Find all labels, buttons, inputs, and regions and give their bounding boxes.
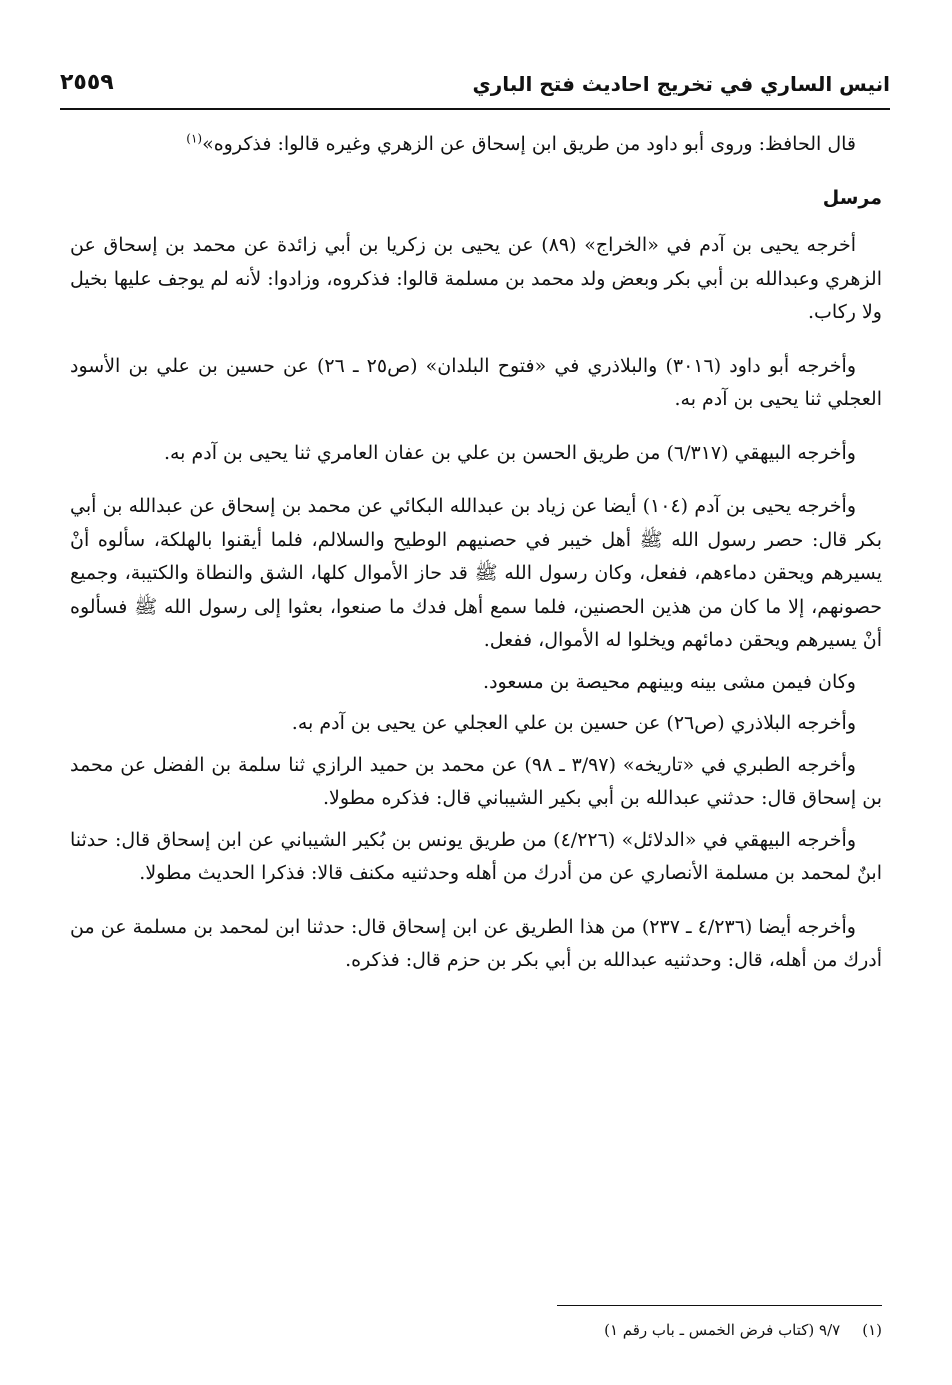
- footnote-reference: (١): [186, 131, 203, 146]
- paragraph-bayhaqi: وأخرجه البيهقي (٦/٣١٧) من طريق الحسن بن علي بن عفان العامري ثنا يحيى بن آدم به.: [163, 441, 856, 464]
- section-heading: مرسل: [822, 186, 882, 209]
- paragraph-muhayyisa: وكان فيمن مشى بينه وبينهم محيصة بن مسعود.: [483, 670, 856, 693]
- paragraph-abu-dawud: وأخرجه أبو داود (٣٠١٦) والبلاذري في «فتوح البلدان» (ص٢٥ ـ ٢٦) عن حسين بن علي بن الأسود العجلي ثنا يحيى بن آدم به.: [70, 354, 882, 410]
- paragraph-baladhuri: وأخرجه البلاذري (ص٢٦) عن حسين بن علي العجلي عن يحيى بن آدم به.: [291, 712, 856, 734]
- main-text: [70, 128, 882, 998]
- paragraph-text: قال الحافظ: وروى أبو داود من طريق ابن إسحاق عن الزهري وغيره قالوا: فذكروه»: [202, 133, 856, 155]
- paragraph-yahya-kharaj: أخرجه يحيى بن آدم في «الخراج» (٨٩) عن يحيى بن زكريا بن أبي زائدة عن محمد بن إسحاق عن الزهري وعبدالله بن أبي بكر وبعض ولد محمد بن مسلمة قالوا: فذكروه، وزادوا: لأنه لم يوجف عليها بخيل ولا ركاب.: [70, 234, 882, 323]
- footnote: [420, 1318, 882, 1342]
- footnote-divider: [557, 1305, 882, 1306]
- footnote-text: ٩/٧ (كتاب فرض الخمس ـ باب رقم ١): [604, 1321, 841, 1339]
- paragraph-hafiz-quote: [70, 128, 882, 162]
- paragraph-tabari: وأخرجه الطبري في «تاريخه» (٣/٩٧ ـ ٩٨) عن محمد بن حميد الرازي ثنا سلمة بن الفضل عن محمد بن إسحاق قال: حدثني عبدالله بن أبي بكير الشيباني قال: فذكره مطولا.: [70, 753, 882, 809]
- running-title: انيس الساري في تخريج احاديث فتح الباري: [472, 72, 890, 96]
- footnote-number: (١): [862, 1321, 882, 1339]
- paragraph-yahya-104: وأخرجه يحيى بن آدم (١٠٤) أيضا عن زياد بن عبدالله البكائي عن محمد بن إسحاق عن عبدالله بن أبي بكر قال: حصر رسول الله ﷺ أهل خيبر في حصنيهم الوطيح والسلالم، فلما أيقنوا بالهلكة، سألوه أنْ يسيرهم ويحقن دماءهم، ففعل، وكان رسول الله ﷺ قد حاز الأموال كلها، الشق والنطاة والكتيبة، وجميع حصونهم، إلا ما كان من هذين الحصنين، فلما سمع أهل فدك ما صنعوا، بعثوا إلى رسول الله ﷺ فسألوه أنْ يسيرهم ويحقن دمائهم ويخلوا له الأموال، ففعل.: [70, 495, 883, 651]
- page-header: [60, 66, 890, 106]
- header-divider: [60, 108, 890, 110]
- paragraph-bayhaqi-again: وأخرجه أيضا (٤/٢٣٦ ـ ٢٣٧) من هذا الطريق عن ابن إسحاق قال: حدثنا ابن لمحمد بن مسلمة عن من أدرك من أهله، قال: وحدثنيه عبدالله بن أبي بكر بن حزم قال: فذكره.: [70, 915, 882, 971]
- page-number: ٢٥٥٩: [60, 70, 114, 95]
- paragraph-bayhaqi-dalail: وأخرجه البيهقي في «الدلائل» (٤/٢٢٦) من طريق يونس بن بُكير الشيباني عن ابن إسحاق قال: حدثنا ابنٌ لمحمد بن مسلمة الأنصاري عن من أدرك من أهله وحدثنيه مكنف قالا: فذكرا الحديث مطولا.: [70, 828, 882, 884]
